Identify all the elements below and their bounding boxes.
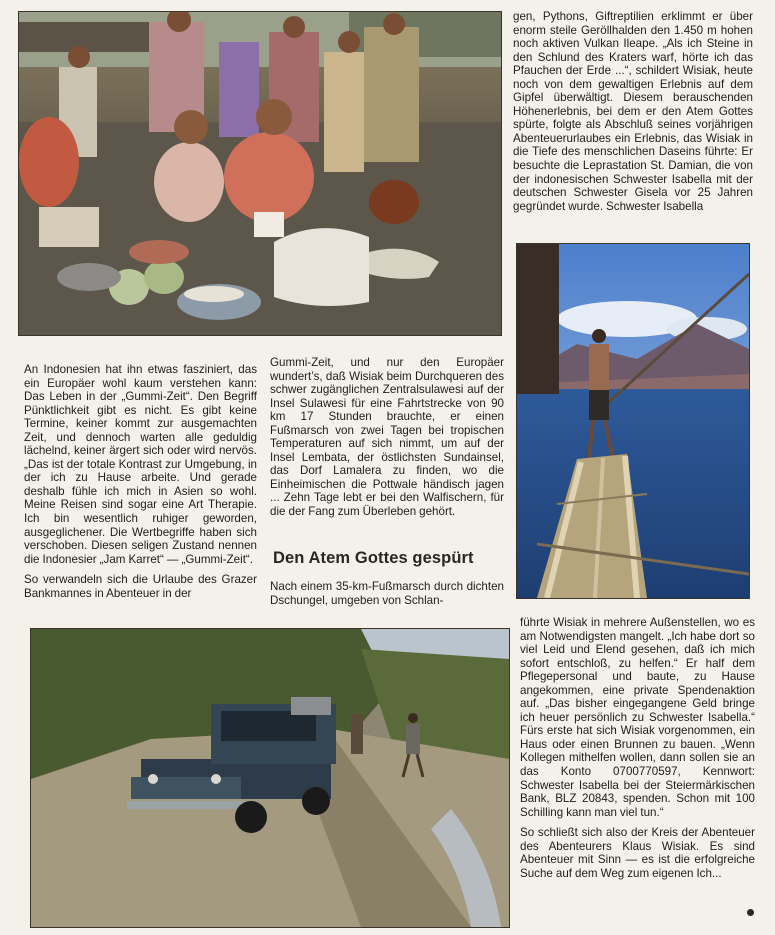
paragraph: An Indonesien hat ihn etwas fasziniert, das ein Europäer wohl kaum verstehen kann: Das Leben in der „Gummi-Zeit“. Den Begriff Pünktlichkeit gibt es nicht. Es gibt keine Termine, keiner kommt zur ausgemachten Zeit, und dennoch warten alle geduldig lächelnd, keiner ärgert sich oder wird nervös. „Das ist der totale Kontrast zur Umgebung, in der ich zu Hause arbeite. Und gerade deshalb fühle ich mich in Asien so wohl. Meine Reisen sind sogar eine Art Therapie. Ich bin wesentlich ruhiger geworden, ausgeglichener. Die Wertbegriffe haben sich verschoben. Diesen seligen Zustand nennen die Indonesier „Jam Karret“ — „Gummi-Zeit“. xyxy=(24,363,257,566)
article-column-middle xyxy=(270,356,504,519)
paragraph: führte Wisiak in mehrere Außenstellen, wo es am Notwendigsten mangelt. „Ich habe dort so viel Leid und Elend gesehen, daß ich mich sofort entschloß, zu helfen.“ Er half dem Pflegepersonal und baute, zu Hause angekommen, eine private Spendenaktion auf. „Das bisher eingegangene Geld bringe ich heuer persönlich zu Schwester Isabella.“ Fürs erste hat sich Wisiak vorgenommen, ein Haus oder einen Brunnen zu bauen. „Wenn Kollegen mithelfen wollen, dann sollen sie an das Konto 0700770597, Kennwort: Schwester Isabella bei der Steiermärkischen Bank, BLZ 20843, spenden. Schon mit 100 Schilling kann man viel tun.“ xyxy=(520,616,755,819)
boat-scene-image xyxy=(517,244,749,598)
jeep-photo xyxy=(30,628,510,928)
market-scene-image xyxy=(19,12,501,335)
article-column-left xyxy=(24,363,257,600)
subheading: Den Atem Gottes gespürt xyxy=(273,549,474,567)
end-of-article-mark xyxy=(747,909,754,916)
jeep-scene-image xyxy=(31,629,509,927)
paragraph: So schließt sich also der Kreis der Abenteuer des Abenteurers Klaus Wisiak. Es sind Abenteuer mit Sinn — es ist die erfolgreiche Suche auf dem Weg zum eigenen Ich... xyxy=(520,826,755,880)
market-photo xyxy=(18,11,502,336)
article-column-top-right xyxy=(513,10,753,213)
paragraph: So verwandeln sich die Urlaube des Grazer Bankmannes in Abenteuer in der xyxy=(24,573,257,600)
article-column-bottom-right xyxy=(520,616,755,880)
boat-photo xyxy=(516,243,750,599)
article-column-middle-continued xyxy=(270,580,504,607)
paragraph: gen, Pythons, Giftreptilien erklimmt er über enorm steile Geröllhalden den 1.450 m hohen noch aktiven Vulkan Ileape. „Als ich Steine in den Schlund des Kraters warf, hörte ich das Pfauchen der Erde ...“, schildert Wisiak, heute noch von dem gewaltigen Erlebnis auf dem Gipfel überwältigt. Diesem berauschenden Höhenerlebnis, bei dem er den Atem Gottes spürte, folgte als Abschluß seines vorjährigen Abenteuerurlaubes ein Erlebnis, das Wisiak in die Tiefe des menschlichen Daseins führte: Er besuchte die Leprastation St. Damian, die von der indonesischen Schwester Isabella mit der deutschen Schwester Gisela vor 25 Jahren gegründet wurde. Schwester Isabella xyxy=(513,10,753,213)
paragraph: Gummi-Zeit, und nur den Europäer wundert’s, daß Wisiak beim Durchqueren des schwer zugänglichen Zentralsulawesi auf der Insel Sulawesi für eine Fahrtstrecke von 90 km 17 Stunden brauchte, er einen Fußmarsch von zwei Tagen bei tropischen Temperaturen auf sich nimmt, um auf der Insel Lembata, der östlichsten Sundainsel, das Dorf Lamalera zu finden, wo die Einheimischen die Pottwale händisch jagen ... Zehn Tage lebt er bei den Walfischern, für die der Fang zum Überleben gehört. xyxy=(270,356,504,519)
paragraph: Nach einem 35-km-Fußmarsch durch dichten Dschungel, umgeben von Schlan- xyxy=(270,580,504,607)
